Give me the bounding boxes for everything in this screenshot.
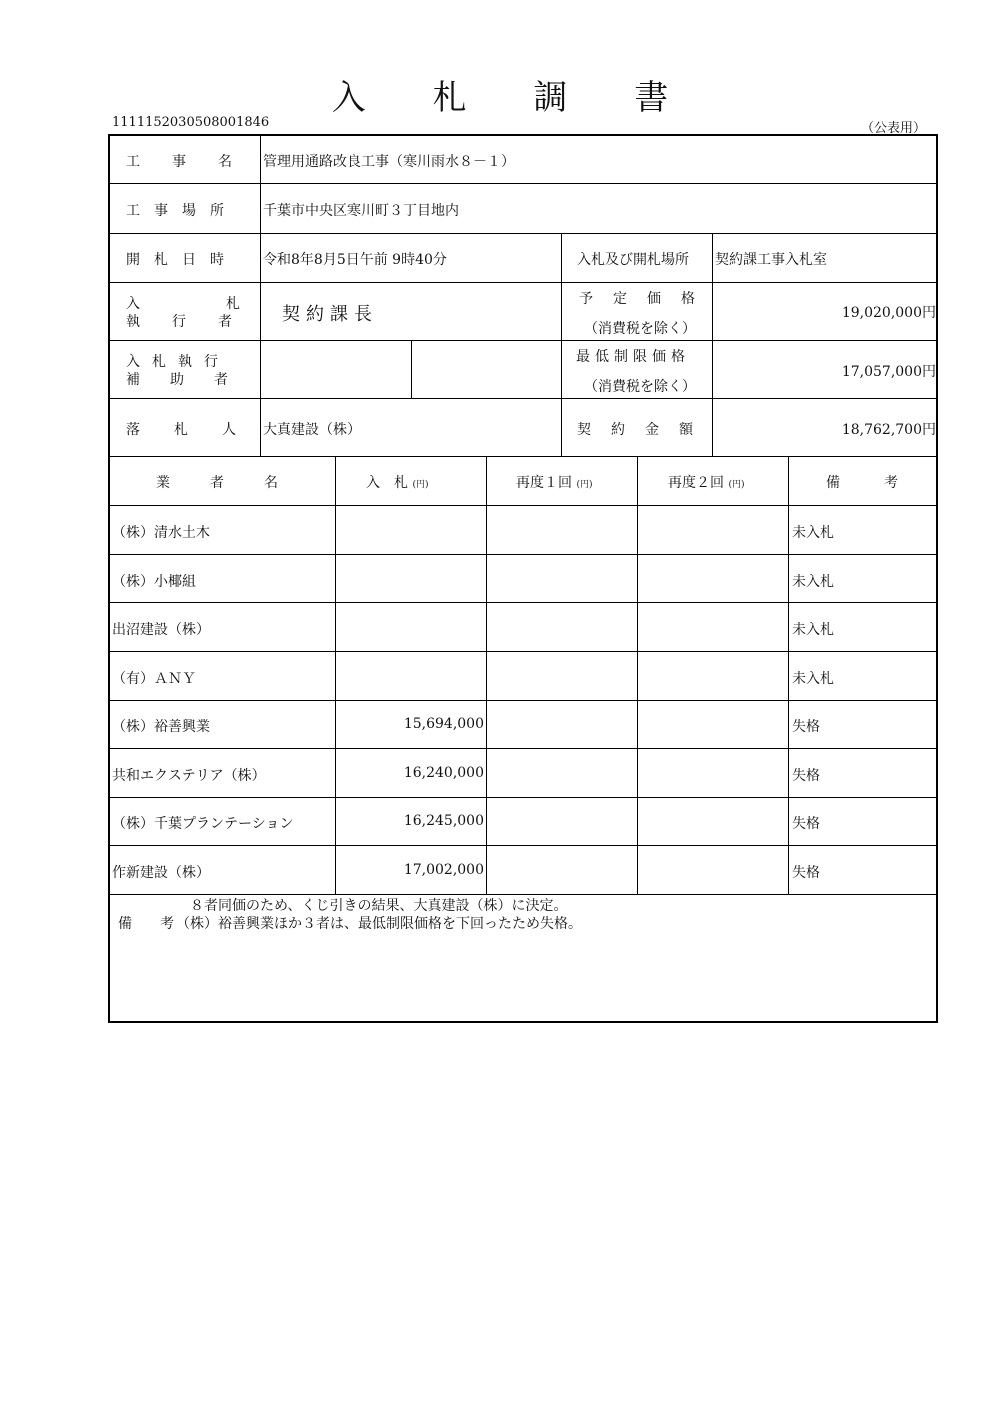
row-company: 出沼建設（株）: [112, 622, 210, 638]
row-company: （株）裕善興業: [112, 719, 210, 735]
header-rebid-1-label: 再度１回: [516, 475, 572, 491]
public-use-tag: （公表用）: [860, 121, 926, 136]
min-price-note: （消費税を除く）: [584, 379, 696, 395]
bid-place-value: 契約課工事入札室: [715, 252, 827, 268]
bid-report-sheet: [108, 134, 942, 1023]
rule-line: [110, 797, 938, 798]
rule-line: [110, 845, 938, 846]
rule-line: [110, 651, 938, 652]
label-text: 工事名: [126, 154, 264, 170]
rule-line: [110, 456, 938, 457]
row-remarks: 未入札: [792, 671, 834, 687]
row-company: 共和エクステリア（株）: [112, 768, 266, 784]
row-bid: 16,240,000: [403, 765, 484, 781]
rule-line: [110, 340, 938, 341]
rule-line: [110, 505, 938, 506]
min-price-label: 最低制限価格: [576, 349, 690, 365]
bid-place-label: 入札及び開札場所: [577, 252, 689, 268]
winner-label: 落札人: [126, 422, 270, 438]
executor-label-line1: 入札: [126, 296, 326, 312]
row-remarks: 失格: [792, 768, 820, 784]
notes-label: 備 考: [118, 916, 174, 932]
rule-line: [561, 233, 562, 456]
rule-line: [110, 602, 938, 603]
row-remarks: 未入札: [792, 525, 834, 541]
header-bid: [366, 472, 428, 492]
header-rebid-2-unit: (円): [728, 480, 745, 490]
row-remarks: 失格: [792, 816, 820, 832]
assistant-label-line2: 補助者: [126, 372, 258, 388]
rule-line: [110, 183, 938, 184]
row-company: （有）ＡＮＹ: [112, 671, 196, 687]
rule-line: [110, 700, 938, 701]
rule-line: [335, 456, 336, 894]
row-company: （株）千葉プランテーション: [112, 816, 294, 832]
assistant-label-line1: 入札執行: [126, 354, 230, 370]
notes-line-2: （株）裕善興業ほか３者は、最低制限価格を下回ったため失格。: [176, 916, 582, 932]
row-remarks: 未入札: [792, 574, 834, 590]
row-bid: 17,002,000: [403, 862, 484, 878]
contract-amount-label: 契約金額: [577, 422, 713, 438]
executor-value: 契約課長: [282, 304, 378, 325]
header-rebid-1-unit: (円): [576, 480, 593, 490]
rule-line: [110, 233, 938, 234]
executor-label-line2: 執行者: [126, 314, 264, 330]
header-rebid-2: [668, 472, 744, 492]
rule-line: [110, 398, 938, 399]
row-bid: 16,245,000: [403, 813, 484, 829]
header-bid-unit: (円): [412, 480, 429, 490]
row-company: 作新建設（株）: [112, 865, 210, 881]
min-price-value: 17,057,000円: [841, 364, 936, 380]
row-bid: 15,694,000: [403, 716, 484, 732]
winner-value: 大真建設（株）: [263, 422, 361, 438]
rule-line: [110, 748, 938, 749]
contract-amount-value: 18,762,700円: [841, 422, 936, 438]
document-title: 入 札 調 書: [331, 78, 697, 118]
row-remarks: 未入札: [792, 622, 834, 638]
planned-price-value: 19,020,000円: [841, 305, 936, 321]
notes-line-1: ８者同価のため、くじ引きの結果、大真建設（株）に決定。: [190, 898, 568, 914]
work-place-value: 千葉市中央区寒川町３丁目地内: [263, 203, 459, 219]
rule-line: [110, 554, 938, 555]
rule-line: [486, 456, 487, 894]
work-place-label: 工事場所: [126, 203, 238, 219]
header-bid-label: 入 札: [366, 475, 408, 491]
row-company: （株）清水土木: [112, 525, 210, 541]
header-rebid-2-label: 再度２回: [668, 475, 724, 491]
rule-line: [110, 282, 938, 283]
open-date-value: 令和8年8月5日午前 9時40分: [263, 252, 447, 268]
work-name-value: 管理用通路改良工事（寒川雨水８－１）: [263, 154, 515, 170]
planned-price-note: （消費税を除く）: [584, 321, 696, 337]
header-remarks: 備考: [826, 475, 942, 491]
document-number: 1111152030508001846: [112, 115, 270, 130]
row-remarks: 失格: [792, 865, 820, 881]
row-remarks: 失格: [792, 719, 820, 735]
rule-line: [411, 340, 412, 398]
planned-price-label: 予定価格: [579, 291, 715, 307]
row-company: （株）小椰組: [112, 574, 196, 590]
header-company: 業者名: [156, 475, 318, 491]
header-rebid-1: [516, 472, 592, 492]
rule-line: [637, 456, 638, 894]
open-date-label: 開札日時: [126, 252, 238, 268]
rule-line: [788, 456, 789, 894]
work-name-label: [126, 151, 264, 171]
